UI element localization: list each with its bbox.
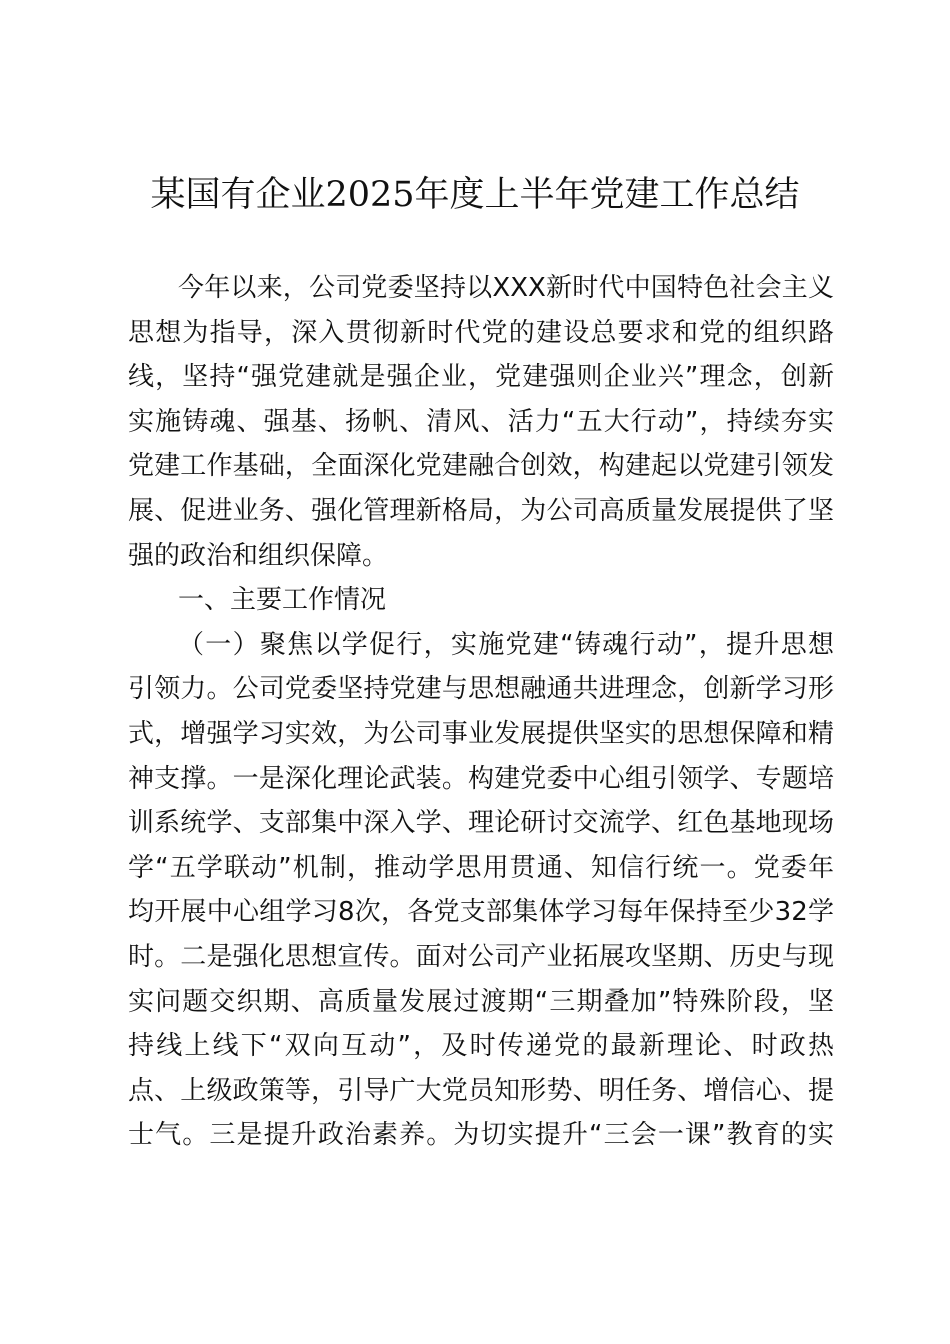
body-line: 展、促进业务、强化管理新格局，为公司高质量发展提供了坚 <box>128 495 834 526</box>
document-title: 某国有企业2025年度上半年党建工作总结 <box>150 175 800 215</box>
body-line: 实问题交织期、高质量发展过渡期“三期叠加”特殊阶段，坚 <box>128 986 834 1017</box>
body-line: 实施铸魂、强基、扬帆、清风、活力“五大行动”，持续夯实 <box>128 406 834 437</box>
body-line: 引领力。公司党委坚持党建与思想融通共进理念，创新学习形 <box>128 674 834 705</box>
body-line: 式，增强学习实效，为公司事业发展提供坚实的思想保障和精 <box>128 718 834 749</box>
body-line: 学“五学联动”机制，推动学思用贯通、知信行统一。党委年 <box>128 852 834 883</box>
body-line: 均开展中心组学习8次，各党支部集体学习每年保持至少32学 <box>128 897 834 928</box>
body-line: 强的政治和组织保障。 <box>128 540 389 571</box>
body-line: 持线上线下“双向互动”，及时传递党的最新理论、时政热 <box>128 1031 834 1062</box>
body-line: 时。二是强化思想宣传。面对公司产业拓展攻坚期、历史与现 <box>128 941 834 972</box>
body-line: 线，坚持“强党建就是强企业，党建强则企业兴”理念，创新 <box>128 362 834 393</box>
body-line: 训系统学、支部集中深入学、理论研讨交流学、红色基地现场 <box>128 808 834 839</box>
body-line: 士气。三是提升政治素养。为切实提升“三会一课”教育的实 <box>128 1120 834 1151</box>
body-line: 点、上级政策等，引导广大党员知形势、明任务、增信心、提 <box>128 1075 834 1106</box>
body-line: 今年以来，公司党委坚持以XXX新时代中国特色社会主义 <box>178 273 834 303</box>
document-body <box>128 266 834 1158</box>
body-line: 思想为指导，深入贯彻新时代党的建设总要求和党的组织路 <box>128 317 834 348</box>
body-line: 党建工作基础，全面深化党建融合创效，构建起以党建引领发 <box>128 451 834 482</box>
body-line: （一）聚焦以学促行，实施党建“铸魂行动”，提升思想 <box>178 629 834 660</box>
body-line: 神支撑。一是深化理论武装。构建党委中心组引领学、专题培 <box>128 763 834 794</box>
section-heading: 一、主要工作情况 <box>178 585 387 616</box>
